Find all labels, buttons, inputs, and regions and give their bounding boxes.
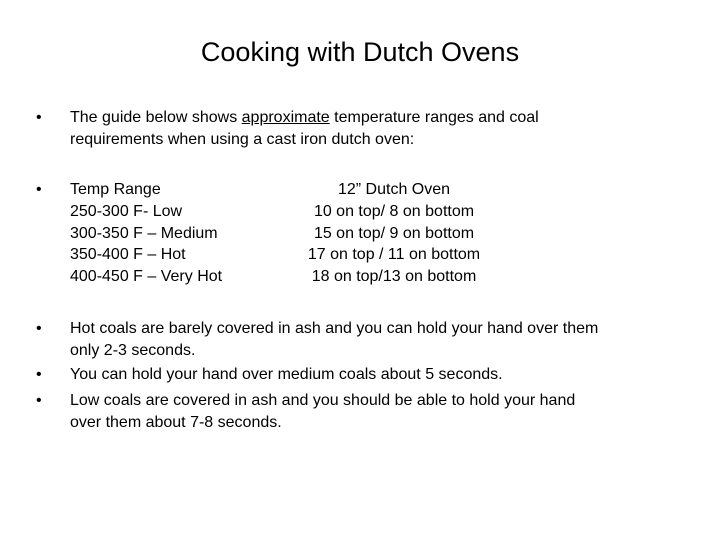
bullet-table: • xyxy=(36,181,42,198)
hot-coals-text xyxy=(70,318,598,362)
hot-coals-line1: Hot coals are barely covered in ash and you can hold your hand over them xyxy=(70,320,599,337)
bullet-medium-coals: • xyxy=(36,366,42,383)
low-coals-line2: over them about 7-8 seconds. xyxy=(70,414,282,431)
coals-hot: 17 on top / 11 on bottom xyxy=(307,246,481,264)
intro-text-line2: requirements when using a cast iron dutch oven: xyxy=(70,131,415,148)
temp-range-medium: 300-350 F – Medium xyxy=(70,224,218,242)
intro-text-end: temperature ranges and coal xyxy=(329,109,539,126)
low-coals-text xyxy=(70,390,575,434)
coals-low: 10 on top/ 8 on bottom xyxy=(313,202,475,220)
temp-range-column xyxy=(70,179,222,288)
temp-range-hot: 350-400 F – Hot xyxy=(70,246,186,264)
intro-text-start: The guide below shows xyxy=(70,109,242,126)
slide-title: Cooking with Dutch Ovens xyxy=(200,37,520,67)
hot-coals-line2: only 2-3 seconds. xyxy=(70,342,196,359)
medium-coals-text: You can hold your hand over medium coals about 5 seconds. xyxy=(70,366,503,383)
dutch-oven-header: 12” Dutch Oven xyxy=(337,181,451,198)
intro-underlined-word: approximate xyxy=(241,109,330,126)
temp-range-header: Temp Range xyxy=(70,181,161,198)
temp-range-very-hot: 400-450 F – Very Hot xyxy=(70,268,223,286)
dutch-oven-column xyxy=(256,179,532,288)
temp-range-low: 250-300 F- Low xyxy=(70,202,183,220)
low-coals-line1: Low coals are covered in ash and you should be able to hold your hand xyxy=(70,392,576,409)
bullet-intro: • xyxy=(36,109,42,126)
coals-medium: 15 on top/ 9 on bottom xyxy=(313,224,475,242)
bullet-low-coals: • xyxy=(36,392,42,409)
coals-very-hot: 18 on top/13 on bottom xyxy=(311,268,477,286)
intro-text xyxy=(70,107,539,151)
bullet-hot-coals: • xyxy=(36,320,42,337)
